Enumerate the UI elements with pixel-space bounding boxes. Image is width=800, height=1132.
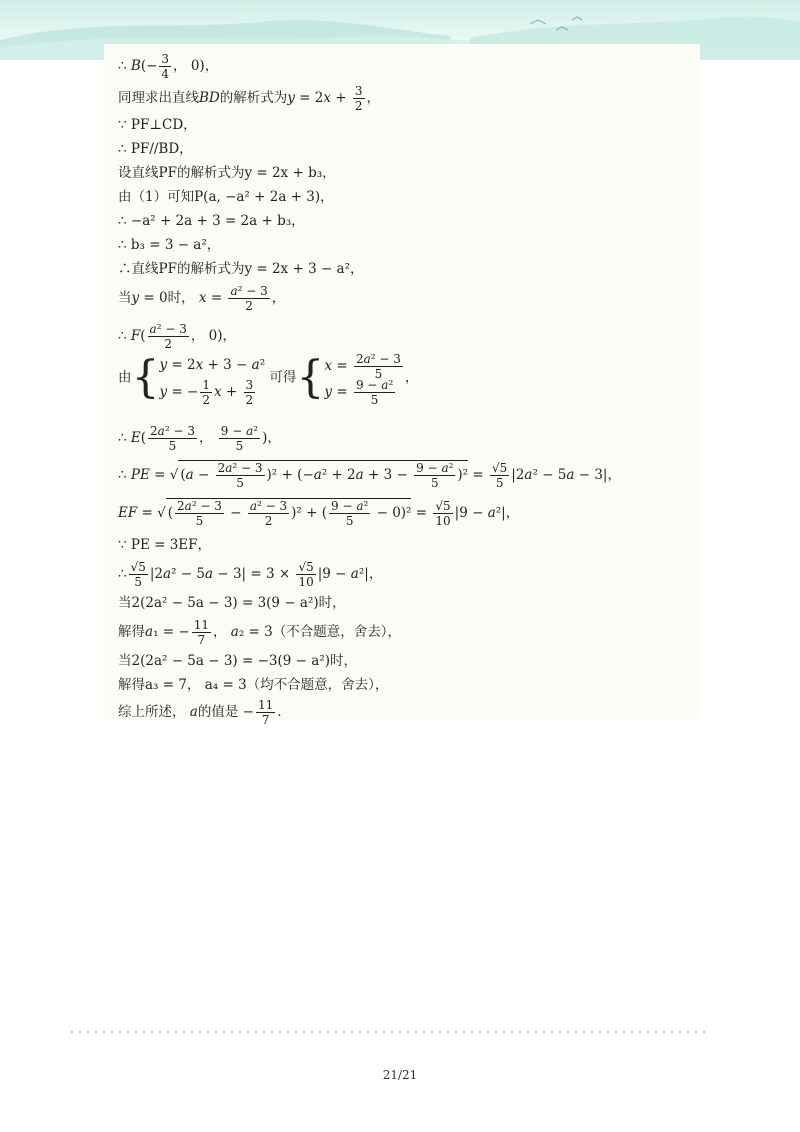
solution-line: 设直线PF的解析式为y = 2x + b₃， (118, 165, 336, 181)
solution-line: EF = √ ( $\frac{\text{2a² − 3}}{5}$ − $\frac{\text{a² − 3}}{2}$ )² + ( $\frac{\text{9 − a²}}{5}$ − 0)² = $\frac{√5}{10}$ |9 − a²|， (118, 499, 520, 528)
solution-line: ∵ PE = 3EF， (118, 537, 212, 553)
solution-line: 当2(2a² − 5a − 3) = 3(9 − a²)时， (118, 595, 346, 611)
solution-line: 解得a₃ = 7， a₄ = 3（均不合题意，舍去）， (118, 677, 389, 693)
solution-line: ∴ PE = √ (a − $\frac{\text{2a² − 3}}{5}$ )² + (−a² + 2a + 3 − $\frac{\text{9 − a²}}{5}$ )² = $\frac{√5}{5}$ |2a² − 5a − 3|， (118, 461, 621, 490)
solution-line: 当2(2a² − 5a − 3) = −3(9 − a²)时， (118, 653, 357, 669)
solution-line: 由（1）可知P(a, −a² + 2a + 3)， (118, 189, 334, 205)
solution-line: ∴ E( $\frac{\text{2a² − 3}}{5}$ ， $\frac{\text{9 − a²}}{5}$ )， (118, 424, 281, 453)
solution-line: 综上所述， a的值是 − $\frac{11}{7}$ . (118, 698, 282, 727)
solution-line: ∴ −a² + 2a + 3 = 2a + b₃， (118, 213, 305, 229)
solution-line: ∴ PF//BD， (118, 141, 193, 157)
solution-line: ∴ $\frac{√5}{5}$ |2a² − 5a − 3| = 3 × $\frac{√5}{10}$ |9 − a²|， (118, 560, 383, 589)
solution-line: ∴直线PF的解析式为y = 2x + 3 − a²， (118, 261, 364, 277)
footer-divider (68, 1031, 708, 1033)
solution-line: ∴ B(− $\frac{3}{4}$ ， 0)， (118, 52, 219, 81)
page-number: 21/21 (382, 1068, 418, 1082)
solution-line: 由{ y = 2x + 3 − a² y = − $\frac{1}{2}$ x + $\frac{3}{2}$ 可得{ x = $\frac{\text{2a² − 3}}{5}$ y = $\frac{\text{9 − a²}}{5}$ ， (118, 352, 419, 407)
solution-line: 解得a₁ = − $\frac{11}{7}$ ， a₂ = 3（不合题意，舍去）， (118, 618, 401, 647)
solution-line: ∵ PF⊥CD， (118, 117, 197, 133)
solution-line: 同理求出直线BD的解析式为y = 2x + $\frac{3}{2}$ ， (118, 84, 381, 113)
solution-line: ∴ b₃ = 3 − a²， (118, 237, 221, 253)
solution-line: 当y = 0时， x = $\frac{\text{a² − 3}}{2}$ ， (118, 284, 286, 313)
solution-line: ∴ F( $\frac{\text{a² − 3}}{2}$ ， 0)， (118, 322, 236, 351)
